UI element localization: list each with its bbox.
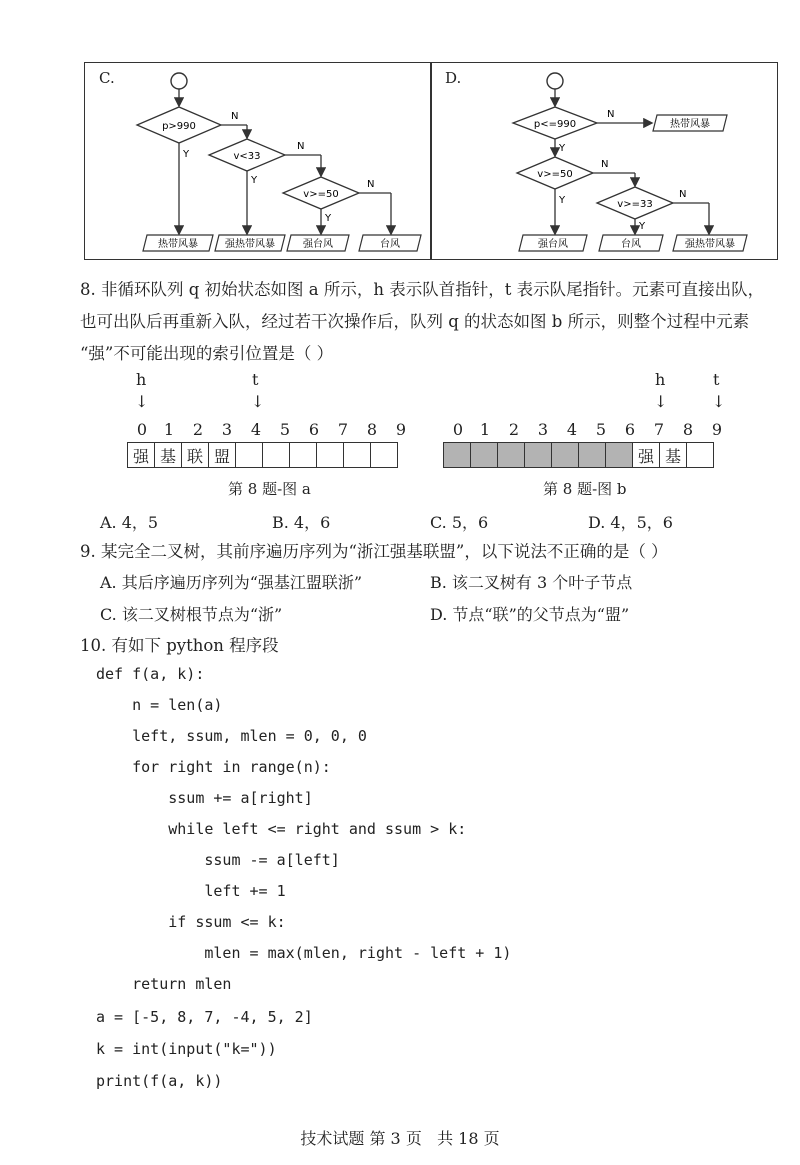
svg-text:Y: Y	[559, 143, 566, 154]
q9-option-d: D. 节点“联”的父节点为“盟”	[430, 605, 630, 624]
q8-option-c: C. 5，6	[430, 513, 489, 532]
fig-a-queue-cells	[128, 442, 398, 468]
index-label: 0	[136, 420, 148, 439]
index-label: 1	[163, 420, 175, 439]
svg-text:台风: 台风	[380, 239, 400, 250]
svg-text:热带风暴: 热带风暴	[158, 239, 198, 250]
fig-b-h-arrow: ↓	[654, 392, 668, 411]
index-label: 6	[624, 420, 636, 439]
svg-text:Y: Y	[325, 213, 332, 224]
index-label: 8	[366, 420, 378, 439]
queue-cell: 盟	[208, 442, 236, 468]
code-line: k = int(input("k="))	[96, 1040, 277, 1058]
index-label: 5	[279, 420, 291, 439]
queue-cell-empty	[443, 442, 471, 468]
flowchart-d	[430, 62, 778, 260]
q8-option-d: D. 4，5，6	[588, 513, 673, 532]
index-label: 8	[682, 420, 694, 439]
index-label: 4	[250, 420, 262, 439]
fig-b-h-label: h	[655, 370, 666, 389]
svg-text:v>=33: v>=33	[617, 199, 653, 210]
svg-text:N: N	[679, 189, 687, 200]
fig-a-h-label: h	[136, 370, 147, 389]
queue-cell	[235, 442, 263, 468]
queue-cell	[686, 442, 714, 468]
index-label: 1	[479, 420, 491, 439]
q9-option-a: A. 其后序遍历序列为“强基江盟联浙”	[100, 573, 363, 592]
svg-text:强台风: 强台风	[303, 239, 333, 250]
flowchart-c-label: C.	[99, 69, 115, 87]
fig-a-t-arrow: ↓	[251, 392, 265, 411]
queue-cell: 强	[127, 442, 155, 468]
code-line: def f(a, k):	[96, 665, 205, 683]
q10-stem: 10. 有如下 python 程序段	[80, 636, 279, 655]
svg-text:N: N	[607, 109, 615, 120]
q9-option-b: B. 该二叉树有 3 个叶子节点	[430, 573, 633, 592]
index-label: 9	[711, 420, 723, 439]
q8-option-b: B. 4，6	[272, 513, 331, 532]
index-label: 6	[308, 420, 320, 439]
queue-cell-empty	[524, 442, 552, 468]
svg-text:台风: 台风	[621, 239, 641, 250]
queue-cell-empty	[497, 442, 525, 468]
index-label: 3	[221, 420, 233, 439]
code-line: mlen = max(mlen, right - left + 1)	[96, 944, 512, 962]
code-line: return mlen	[96, 975, 232, 993]
fig-b-caption: 第 8 题-图 b	[543, 480, 627, 498]
queue-cell: 联	[181, 442, 209, 468]
svg-text:p<=990: p<=990	[533, 119, 577, 130]
code-line: left, ssum, mlen = 0, 0, 0	[96, 727, 367, 745]
queue-cell: 强	[632, 442, 660, 468]
svg-text:N: N	[231, 111, 239, 122]
svg-text:v>=50: v>=50	[303, 189, 339, 200]
svg-text:v<33: v<33	[233, 151, 261, 162]
code-line: print(f(a, k))	[96, 1072, 223, 1090]
queue-cell-empty	[578, 442, 606, 468]
queue-cell	[343, 442, 371, 468]
fig-b-queue-cells	[444, 442, 714, 468]
queue-cell-empty	[551, 442, 579, 468]
svg-text:Y: Y	[559, 195, 566, 206]
index-label: 2	[508, 420, 520, 439]
flowchart-d-label: D.	[445, 69, 462, 87]
svg-text:Y: Y	[639, 221, 646, 232]
code-line: while left <= right and ssum > k:	[96, 820, 467, 838]
code-line: if ssum <= k:	[96, 913, 286, 931]
index-label: 3	[537, 420, 549, 439]
queue-cell: 基	[659, 442, 687, 468]
fig-b-t-label: t	[713, 370, 720, 389]
page-footer: 技术试题 第 3 页 共 18 页	[300, 1129, 500, 1148]
svg-text:强热带风暴: 强热带风暴	[685, 239, 735, 250]
q8-option-a: A. 4，5	[100, 513, 159, 532]
fig-a-h-arrow: ↓	[135, 392, 149, 411]
code-line: ssum += a[right]	[96, 789, 313, 807]
index-label: 4	[566, 420, 578, 439]
queue-cell	[262, 442, 290, 468]
flowchart-c	[84, 62, 432, 260]
q8-text-line1: 8. 非循环队列 q 初始状态如图 a 所示，h 表示队首指针，t 表示队尾指针。元素可直接出队，	[80, 280, 765, 299]
queue-cell: 基	[154, 442, 182, 468]
queue-cell-empty	[470, 442, 498, 468]
fig-a-caption: 第 8 题-图 a	[228, 480, 311, 498]
index-label: 7	[337, 420, 349, 439]
svg-text:p>990: p>990	[162, 121, 196, 132]
index-label: 2	[192, 420, 204, 439]
svg-text:热带风暴: 热带风暴	[670, 119, 710, 130]
code-line: n = len(a)	[96, 696, 223, 714]
fig-a-t-label: t	[252, 370, 259, 389]
queue-cell	[370, 442, 398, 468]
svg-text:Y: Y	[183, 149, 190, 160]
index-label: 9	[395, 420, 407, 439]
code-line: a = [-5, 8, 7, -4, 5, 2]	[96, 1008, 313, 1026]
flowchart-d-diagram	[431, 63, 777, 259]
q9-stem: 9. 某完全二叉树，其前序遍历序列为“浙江强基联盟”，以下说法不正确的是（ ）	[80, 542, 668, 561]
q8-text-line3: “强”不可能出现的索引位置是（ ）	[80, 344, 334, 363]
index-label: 5	[595, 420, 607, 439]
svg-text:v>=50: v>=50	[537, 169, 573, 180]
index-label: 7	[653, 420, 665, 439]
code-line: left += 1	[96, 882, 286, 900]
svg-text:Y: Y	[251, 175, 258, 186]
queue-cell-empty	[605, 442, 633, 468]
code-line: ssum -= a[left]	[96, 851, 340, 869]
q9-option-c: C. 该二叉树根节点为“浙”	[100, 605, 283, 624]
index-label: 0	[452, 420, 464, 439]
svg-text:N: N	[601, 159, 609, 170]
svg-text:强热带风暴: 强热带风暴	[225, 239, 275, 250]
queue-cell	[289, 442, 317, 468]
fig-b-t-arrow: ↓	[712, 392, 726, 411]
code-line: for right in range(n):	[96, 758, 331, 776]
svg-text:N: N	[297, 141, 305, 152]
svg-text:强台风: 强台风	[538, 239, 568, 250]
flowchart-c-diagram	[85, 63, 431, 259]
queue-cell	[316, 442, 344, 468]
q8-text-line2: 也可出队后再重新入队，经过若干次操作后，队列 q 的状态如图 b 所示，则整个过程中元素	[80, 312, 750, 331]
svg-text:N: N	[367, 179, 375, 190]
